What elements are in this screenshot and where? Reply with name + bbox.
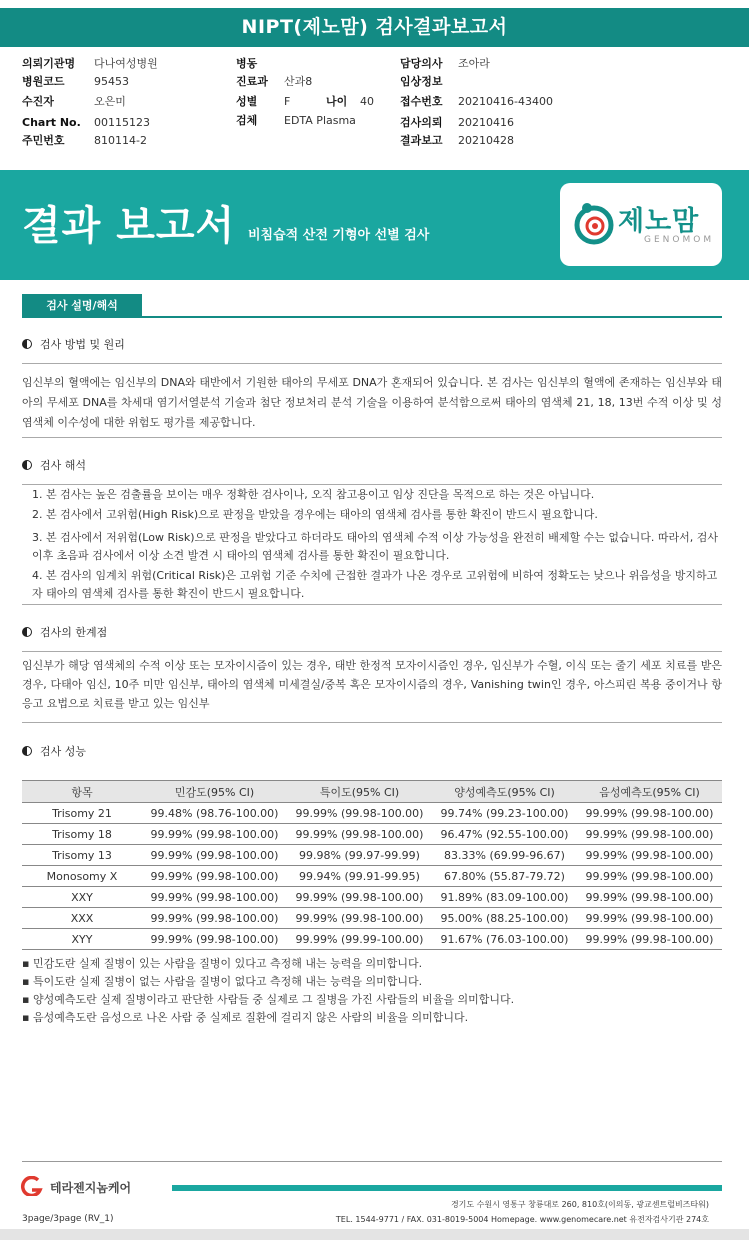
note-item: ▪ 양성예측도란 실제 질병이라고 판단한 사람들 중 실제로 그 질병을 가진 사람들의 비율을 의미합니다. (22, 993, 515, 1006)
info-value: 조아라 (458, 57, 490, 70)
column-header: 특이도(95% CI) (287, 781, 432, 803)
info-value: 40 (360, 95, 374, 108)
table-cell: Trisomy 13 (22, 845, 142, 866)
interpretation-heading (22, 458, 86, 474)
heading-text: 검사 성능 (40, 745, 87, 758)
divider (22, 604, 722, 605)
company-name: 테라젠지놈케어 (50, 1181, 132, 1195)
limits-heading (22, 625, 107, 641)
table-cell: XXX (22, 908, 142, 929)
divider (22, 651, 722, 652)
table-cell: 99.99% (99.98-100.00) (142, 929, 287, 950)
table-row (22, 803, 722, 824)
table-cell: XXY (22, 887, 142, 908)
table-cell: 99.99% (99.98-100.00) (577, 845, 722, 866)
footer-address: 경기도 수원시 영통구 창룡대로 260, 810호(이의동, 광교센트럴비즈타워) (450, 1200, 709, 1209)
table-cell: 99.99% (99.98-100.00) (142, 845, 287, 866)
method-text: 임신부의 혈액에는 임신부의 DNA와 태반에서 기원한 태아의 무세포 DNA가 혼재되어 있습니다. 본 검사는 임신부의 혈액에 존재하는 임신부와 태아의 무세포 DNA를 차세대 염기서열분석 기술과 첨단 정보처리 분석 기술을 이용하여 분석함으로써 태아의 염색체 21, 18, 13번 수적 이상 및 성염색체 이수성에 대한 위험도 평가를 제공합니다. (22, 376, 722, 429)
table-row (22, 908, 722, 929)
divider (22, 484, 722, 485)
company-logo-icon (18, 1176, 46, 1196)
column-header: 양성예측도(95% CI) (432, 781, 577, 803)
table-cell: 99.99% (99.98-100.00) (287, 824, 432, 845)
heading-text: 검사의 한계점 (40, 626, 108, 639)
section-divider (22, 316, 722, 318)
table-cell: 99.99% (99.98-100.00) (577, 887, 722, 908)
divider (22, 437, 722, 438)
half-circle-icon (22, 460, 32, 470)
info-label: 임상정보 (400, 75, 443, 88)
table-header-row (22, 781, 722, 803)
table-cell: 96.47% (92.55-100.00) (432, 824, 577, 845)
table-cell: 99.99% (99.99-100.00) (287, 929, 432, 950)
company-logo (18, 1176, 198, 1196)
footer-accent-bar (172, 1185, 722, 1191)
table-cell: 99.99% (99.98-100.00) (287, 887, 432, 908)
table-cell: 99.99% (99.98-100.00) (142, 887, 287, 908)
table-cell: 99.99% (99.98-100.00) (287, 803, 432, 824)
info-label: 수진자 (22, 95, 54, 108)
table-cell: 95.00% (88.25-100.00) (432, 908, 577, 929)
divider (22, 363, 722, 364)
info-value: EDTA Plasma (284, 114, 356, 127)
heading-text: 검사 해석 (40, 459, 87, 472)
section-tab: 검사 설명/해석 (22, 294, 142, 317)
info-label: 검체 (236, 114, 258, 127)
table-cell: 99.74% (99.23-100.00) (432, 803, 577, 824)
report-title-bar (0, 8, 749, 47)
note-item: ▪ 특이도란 실제 질병이 없는 사람을 질병이 없다고 측정해 내는 능력을 의미합니다. (22, 975, 423, 988)
bottom-strip (0, 1229, 749, 1240)
table-cell: 99.48% (98.76-100.00) (142, 803, 287, 824)
table-cell: 99.99% (99.98-100.00) (142, 866, 287, 887)
performance-table (22, 780, 722, 950)
table-cell: 99.99% (99.98-100.00) (142, 908, 287, 929)
info-label: 접수번호 (400, 95, 443, 108)
banner-title: 결과 보고서 (22, 203, 236, 249)
column-header: 항목 (22, 781, 142, 803)
info-label: 진료과 (236, 75, 268, 88)
info-value: 다나여성병원 (94, 57, 158, 70)
table-cell: 67.80% (55.87-79.72) (432, 866, 577, 887)
divider (22, 722, 722, 723)
performance-notes (22, 955, 722, 1027)
half-circle-icon (22, 339, 32, 349)
heading-text: 검사 방법 및 원리 (40, 338, 125, 351)
info-value: 810114-2 (94, 134, 147, 147)
limits-text: 임신부가 해당 염색체의 수적 이상 또는 모자이시즘이 있는 경우, 태반 한정적 모자이시즘인 경우, 임신부가 수혈, 이식 또는 줄기 세포 치료를 받은 경우, 다태아 임신, 10주 미만 임신부, 태아의 염색체 미세결실/중복 혹은 모자이시즘의 경우, Vanishing twin인 경우, 아스피린 복용 중이거나 항 응고 요법으로 치료를 받고 있는 임신부 (22, 659, 722, 710)
half-circle-icon (22, 746, 32, 756)
table-cell: 99.99% (99.98-100.00) (577, 824, 722, 845)
info-label: 병동 (236, 57, 258, 70)
method-heading (22, 337, 125, 353)
table-cell: 99.94% (99.91-99.95) (287, 866, 432, 887)
info-label: 결과보고 (400, 134, 443, 147)
table-cell: 99.99% (99.98-100.00) (287, 908, 432, 929)
list-item: 2. 본 검사에서 고위험(High Risk)으로 판정을 받았을 경우에는 태아의 염색체 검사를 통한 확진이 반드시 필요합니다. (32, 508, 598, 521)
list-item: 4. 본 검사의 임계치 위험(Critical Risk)은 고위험 기준 수치에 근접한 결과가 나온 경우로 고위험에 비하여 정확도는 낮으나 위음성을 방지하고자 태아의 염색체 검사를 통한 확진이 반드시 필요합니다. (32, 569, 718, 600)
column-header: 민감도(95% CI) (142, 781, 287, 803)
info-value: 20210416-43400 (458, 95, 553, 108)
table-cell: 91.67% (76.03-100.00) (432, 929, 577, 950)
info-value: F (284, 95, 291, 108)
table-cell: Trisomy 21 (22, 803, 142, 824)
info-label: 검사의뢰 (400, 116, 443, 129)
page-number: 3page/3page (RV_1) (22, 1214, 114, 1224)
info-value: 오은미 (94, 95, 126, 108)
report-banner (0, 170, 749, 280)
logo-subtext: GENOMOM (644, 235, 715, 245)
table-cell: 91.89% (83.09-100.00) (432, 887, 577, 908)
info-value: 95453 (94, 75, 129, 88)
table-cell: 99.98% (99.97-99.99) (287, 845, 432, 866)
note-item: ▪ 민감도란 실제 질병이 있는 사람을 질병이 있다고 측정해 내는 능력을 의미합니다. (22, 957, 423, 970)
table-row (22, 929, 722, 950)
column-header: 음성예측도(95% CI) (577, 781, 722, 803)
info-label: Chart No. (22, 116, 81, 129)
list-item: 3. 본 검사에서 저위험(Low Risk)으로 판정을 받았다고 하더라도 태아의 염색체 수적 이상 가능성을 완전히 배제할 수는 없습니다. 따라서, 검사 이후 초음파 검사에서 이상 소견 발견 시 태아의 염색체 검사를 통한 확진이 필요합니다. (32, 531, 719, 562)
table-cell: 99.99% (99.98-100.00) (577, 866, 722, 887)
performance-heading (22, 744, 86, 760)
info-value: 20210428 (458, 134, 514, 147)
footer-contact: TEL. 1544-9771 / FAX. 031-8019-5004 Homepage. www.genomecare.net 유전자검사기관 274호 (335, 1215, 709, 1224)
banner-subtitle: 비침습적 산전 기형아 선별 검사 (248, 228, 430, 243)
patient-info (22, 56, 722, 152)
info-value: 20210416 (458, 116, 514, 129)
report-title: NIPT(제노맘) 검사결과보고서 (241, 16, 508, 38)
logo-name: 제노맘 (618, 206, 700, 237)
info-label: 성별 (236, 95, 258, 108)
info-label: 주민번호 (22, 134, 65, 147)
info-label: 나이 (326, 95, 348, 108)
info-label: 담당의사 (400, 57, 443, 70)
table-cell: 83.33% (69.99-96.67) (432, 845, 577, 866)
table-cell: 99.99% (99.98-100.00) (142, 824, 287, 845)
genomom-logo (560, 183, 722, 266)
table-row (22, 845, 722, 866)
table-row (22, 866, 722, 887)
info-label: 의뢰기관명 (22, 57, 76, 70)
half-circle-icon (22, 627, 32, 637)
table-cell: XYY (22, 929, 142, 950)
genomom-logo-icon (574, 201, 614, 245)
footer-divider (22, 1161, 722, 1162)
table-cell: 99.99% (99.98-100.00) (577, 908, 722, 929)
table-cell: Trisomy 18 (22, 824, 142, 845)
info-value: 00115123 (94, 116, 150, 129)
table-cell: 99.99% (99.98-100.00) (577, 803, 722, 824)
table-row (22, 887, 722, 908)
info-value: 산과8 (284, 75, 313, 88)
table-cell: Monosomy X (22, 866, 142, 887)
table-cell: 99.99% (99.98-100.00) (577, 929, 722, 950)
table-row (22, 824, 722, 845)
list-item: 1. 본 검사는 높은 검출률을 보이는 매우 정확한 검사이나, 오직 참고용이고 임상 진단을 목적으로 하는 것은 아닙니다. (32, 488, 595, 501)
note-item: ▪ 음성예측도란 음성으로 나온 사람 중 실제로 질환에 걸리지 않은 사람의 비율을 의미합니다. (22, 1011, 469, 1024)
info-label: 병원코드 (22, 75, 65, 88)
